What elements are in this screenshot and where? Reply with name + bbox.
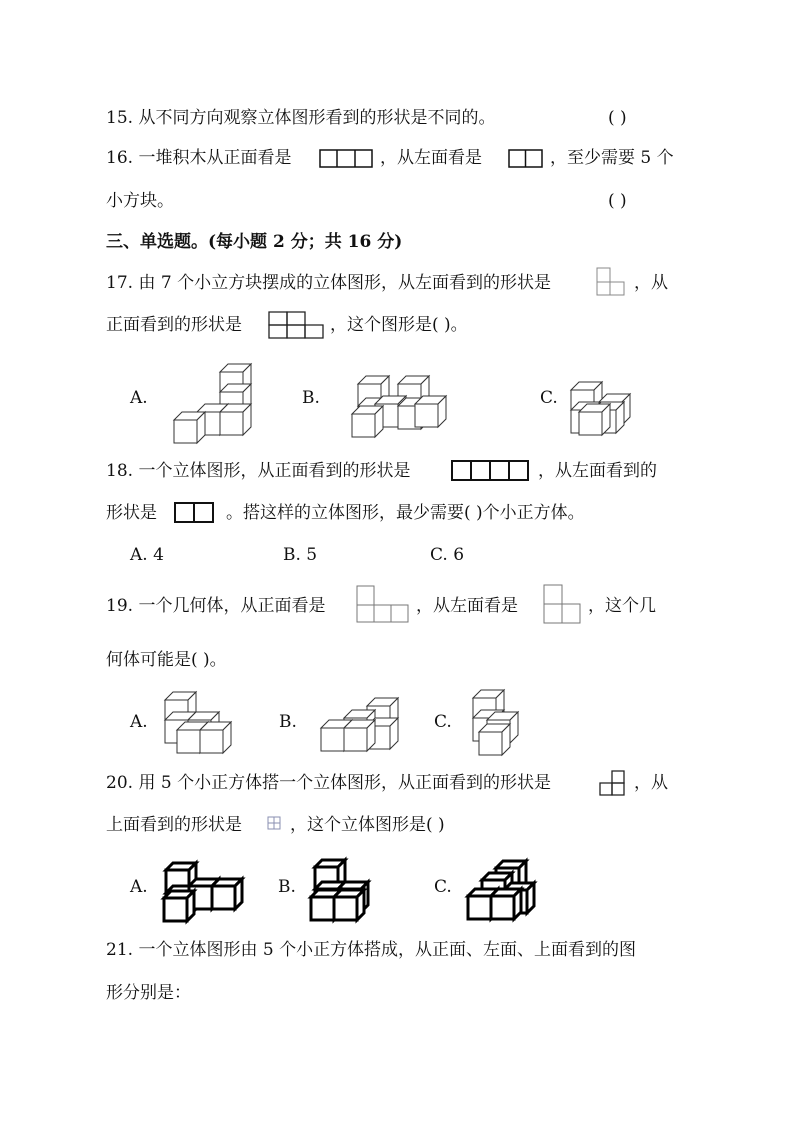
q17-text-1: 17. 由 7 个小立方块摆成的立体图形，从左面看到的形状是 bbox=[106, 273, 552, 293]
q18-text-1: 18. 一个立体图形，从正面看到的形状是 bbox=[106, 461, 411, 481]
q17-front-view-figure bbox=[268, 311, 326, 341]
q20-text-1: 20. 用 5 个小正方体搭一个立体图形，从正面看到的形状是 bbox=[106, 773, 552, 793]
q17-option-c-label[interactable]: C. bbox=[540, 388, 558, 408]
q16-text-line2: 小方块。 bbox=[106, 191, 174, 211]
q19-text-line2: 何体可能是( )。 bbox=[106, 650, 227, 670]
q20-top-view-figure bbox=[267, 816, 283, 832]
q19-option-c-label[interactable]: C. bbox=[434, 712, 452, 732]
q17-text-line2b: ，这个图形是( )。 bbox=[330, 315, 468, 335]
q20-option-a-label[interactable]: A. bbox=[130, 877, 148, 897]
q17-option-a-figure[interactable] bbox=[174, 360, 252, 448]
q15-answer-paren[interactable]: ( ) bbox=[608, 108, 627, 128]
q20-text-2: ，从 bbox=[634, 773, 668, 793]
q17-option-b-figure[interactable] bbox=[352, 372, 448, 438]
q18-left-view-figure bbox=[174, 502, 216, 524]
q21-text-line1: 21. 一个立体图形由 5 个小正方体搭成，从正面、左面、上面看到的图 bbox=[106, 940, 637, 960]
q16-text-1: 16. 一堆积木从正面看是 bbox=[106, 148, 292, 168]
q21-text-line2: 形分别是： bbox=[106, 983, 191, 1003]
q17-left-view-figure bbox=[596, 267, 630, 297]
q17-text-line2a: 正面看到的形状是 bbox=[106, 315, 242, 335]
q19-option-a-figure[interactable] bbox=[165, 688, 233, 754]
q17-option-b-label[interactable]: B. bbox=[302, 388, 320, 408]
q18-front-view-figure bbox=[451, 460, 531, 482]
q20-option-a-figure[interactable] bbox=[164, 858, 246, 920]
q16-text-2: ，从左面看是 bbox=[380, 148, 482, 168]
q19-option-b-figure[interactable] bbox=[321, 694, 397, 752]
q20-front-view-figure bbox=[599, 770, 627, 798]
q20-option-b-label[interactable]: B. bbox=[278, 877, 296, 897]
q18-option-a[interactable]: A. 4 bbox=[130, 545, 164, 565]
q18-option-b[interactable]: B. 5 bbox=[283, 545, 318, 565]
q19-text-3: ，这个几 bbox=[588, 596, 656, 616]
q16-text-3: ，至少需要 5 个 bbox=[550, 148, 674, 168]
q18-option-c[interactable]: C. 6 bbox=[430, 545, 465, 565]
q18-text-line2b: 。搭这样的立体图形，最少需要( )个小正方体。 bbox=[226, 503, 585, 523]
q15-text: 15. 从不同方向观察立体图形看到的形状是不同的。 bbox=[106, 108, 496, 128]
q18-text-line2a: 形状是 bbox=[106, 503, 157, 523]
q19-text-1: 19. 一个几何体，从正面看是 bbox=[106, 596, 326, 616]
q20-option-b-figure[interactable] bbox=[311, 855, 375, 921]
q20-option-c-label[interactable]: C. bbox=[434, 877, 452, 897]
q19-option-b-label[interactable]: B. bbox=[279, 712, 297, 732]
q19-text-2: ，从左面看是 bbox=[416, 596, 518, 616]
q20-option-c-figure[interactable] bbox=[466, 856, 540, 920]
q17-option-c-figure[interactable] bbox=[569, 378, 633, 436]
q19-left-view-figure bbox=[543, 584, 583, 626]
q16-front-view-figure bbox=[319, 149, 375, 169]
q18-text-2: ，从左面看到的 bbox=[538, 461, 657, 481]
section3-heading: 三、单选题。(每小题 2 分；共 16 分) bbox=[106, 232, 403, 252]
q19-option-c-figure[interactable] bbox=[469, 686, 525, 756]
q20-text-line2a: 上面看到的形状是 bbox=[106, 815, 242, 835]
q19-front-view-figure bbox=[356, 585, 410, 625]
q16-answer-paren[interactable]: ( ) bbox=[608, 191, 627, 211]
q19-option-a-label[interactable]: A. bbox=[130, 712, 148, 732]
q16-left-view-figure bbox=[508, 149, 544, 169]
q20-text-line2b: ，这个立体图形是( ) bbox=[290, 815, 445, 835]
q17-option-a-label[interactable]: A. bbox=[130, 388, 148, 408]
q17-text-2: ，从 bbox=[634, 273, 668, 293]
